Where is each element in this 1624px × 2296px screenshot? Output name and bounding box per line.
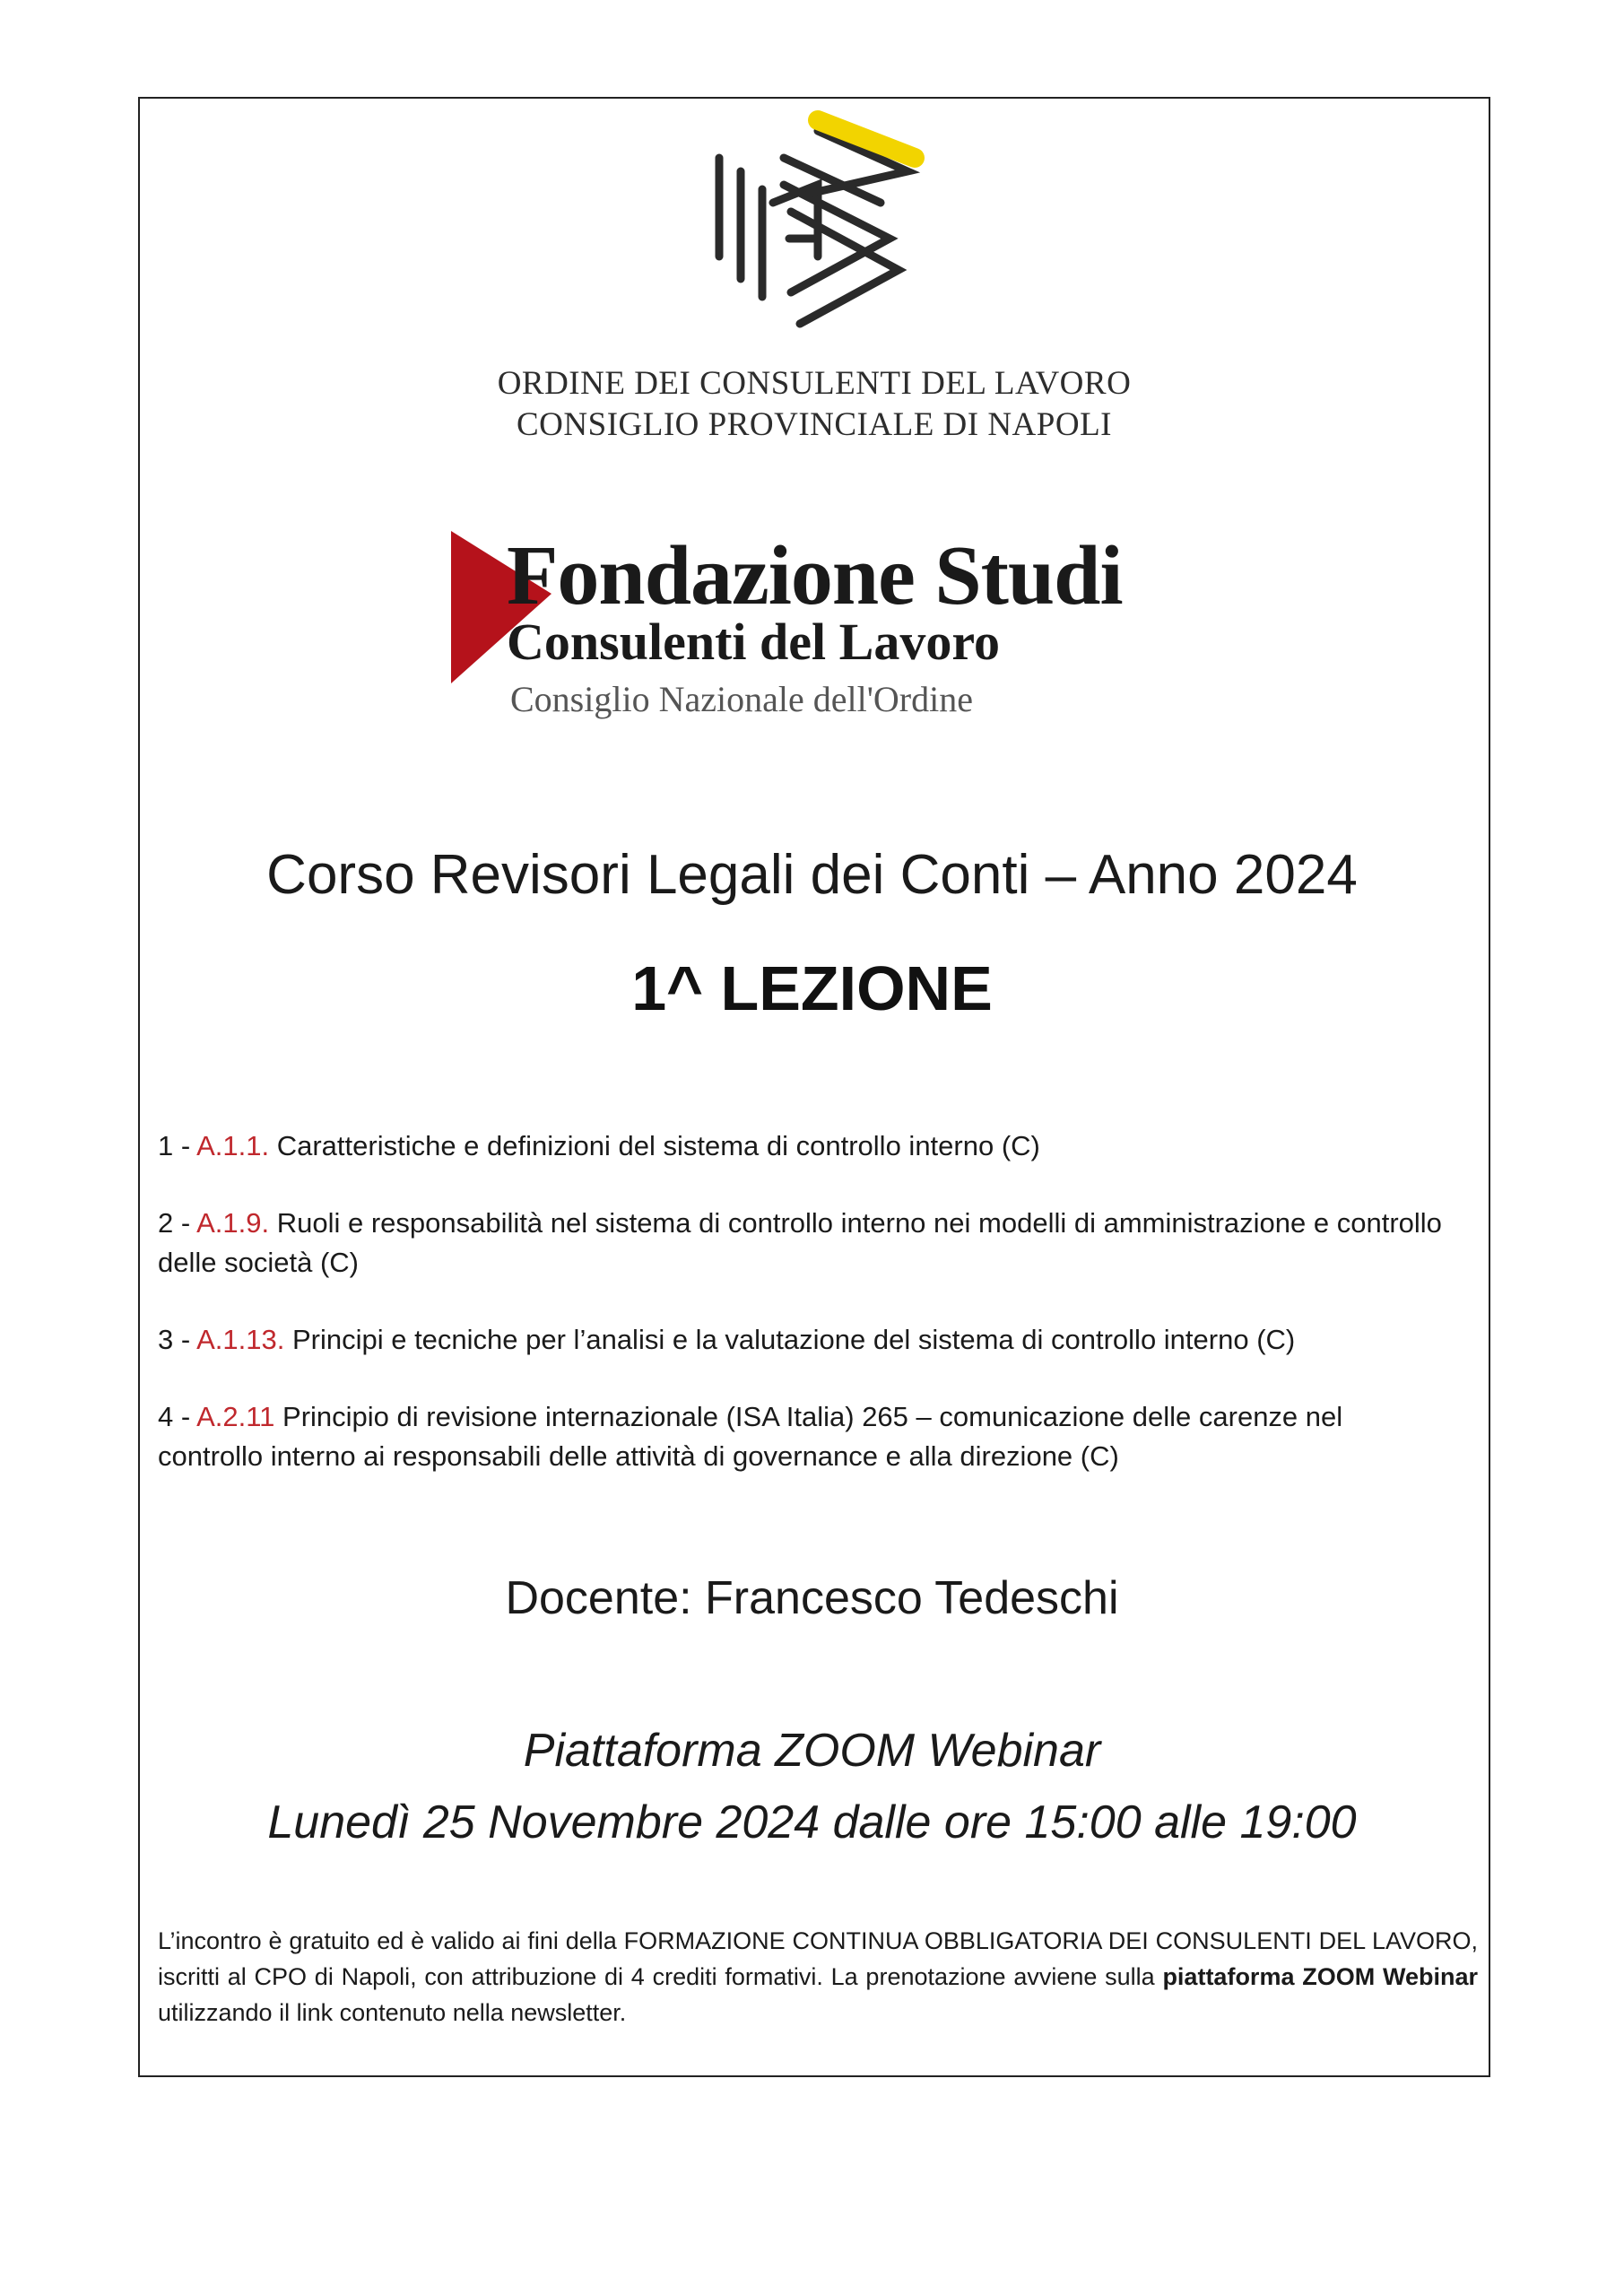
note-text-2: utilizzando il link contenuto nella newsletter. [158, 1999, 627, 2026]
fondazione-subtitle: Consulenti del Lavoro [507, 613, 1001, 671]
topic-code: A.2.11 [196, 1401, 275, 1432]
event-date: Lunedì 25 Novembre 2024 dalle ore 15:00 alle 19:00 [267, 1796, 1357, 1848]
ordine-title-line2: CONSIGLIO PROVINCIALE DI NAPOLI [517, 406, 1112, 443]
topic-text: Ruoli e responsabilità nel sistema di controllo interno nei modelli di amministrazione e controllo delle società (C) [158, 1207, 1442, 1278]
note-bold: piattaforma ZOOM Webinar [1162, 1963, 1478, 1990]
topic-code: A.1.9. [196, 1207, 270, 1239]
topic-number: 3 - [158, 1324, 197, 1355]
list-item [158, 1204, 1449, 1283]
list-item [158, 1320, 1449, 1360]
platform: Piattaforma ZOOM Webinar [523, 1725, 1101, 1777]
topic-text: Principio di revisione internazionale (ISA Italia) 265 – comunicazione delle carenze nel controllo interno ai responsabili delle attività di governance e alla direzione (C) [158, 1401, 1343, 1472]
topic-list [158, 1126, 1449, 1514]
lesson-title: 1^ LEZIONE [631, 953, 993, 1023]
course-title: Corso Revisori Legali dei Conti – Anno 2024 [266, 844, 1358, 906]
topic-code: A.1.1. [196, 1130, 270, 1161]
list-item [158, 1126, 1449, 1166]
topic-text: Caratteristiche e definizioni del sistema di controllo interno (C) [269, 1130, 1040, 1161]
footer-note [158, 1923, 1478, 2031]
fondazione-council: Consiglio Nazionale dell'Ordine [510, 679, 973, 719]
page-frame [138, 97, 1490, 2077]
ordine-logo-icon [683, 104, 952, 346]
topic-number: 4 - [158, 1401, 197, 1432]
note-text-1: L’incontro è gratuito ed è valido ai fini della FORMAZIONE CONTINUA OBBLIGATORIA DEI CONSULENTI DEL LAVORO, iscritti al CPO di Napoli, con attribuzione di 4 crediti formativi. La prenotazione avviene sulla [158, 1927, 1478, 1990]
topic-text: Principi e tecniche per l’analisi e la valutazione del sistema di controllo interno (C) [284, 1324, 1296, 1355]
fondazione-title: Fondazione Studi [507, 529, 1123, 622]
list-item [158, 1397, 1449, 1476]
topic-number: 1 - [158, 1130, 197, 1161]
fondazione-studi-logo [451, 531, 1151, 737]
topic-code: A.1.13. [196, 1324, 285, 1355]
topic-number: 2 - [158, 1207, 197, 1239]
ordine-title-line1: ORDINE DEI CONSULENTI DEL LAVORO [497, 365, 1132, 402]
docente: Docente: Francesco Tedeschi [505, 1572, 1119, 1624]
